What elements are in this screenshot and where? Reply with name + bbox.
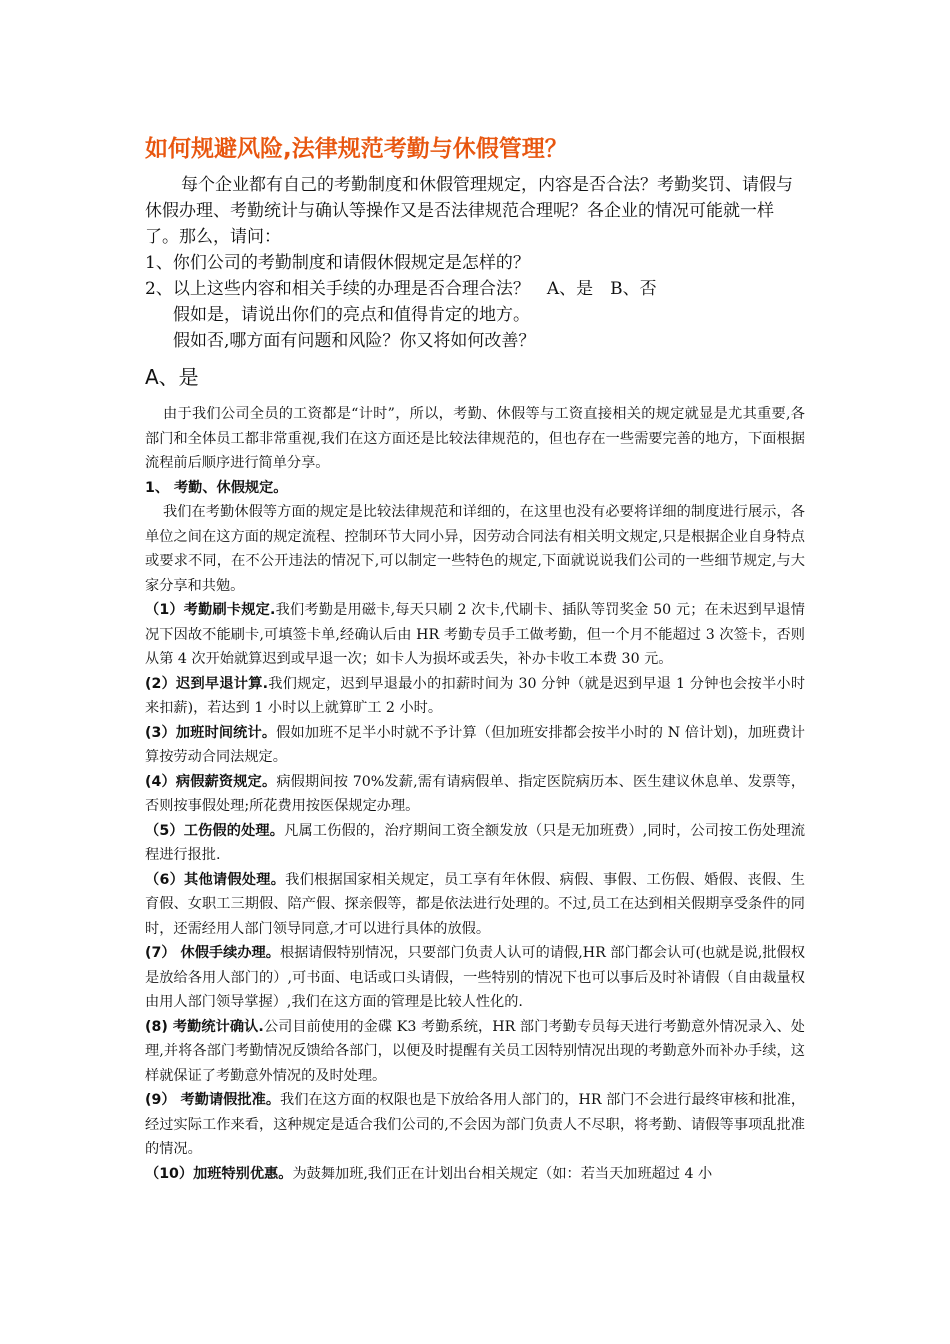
rule-label: （10）加班特别优惠。 (145, 1165, 293, 1182)
rule-text: 我们在这方面的权限也是下放给各用人部门的，HR 部门不会进行最终审核和批准，经过实际工作来看，这种规定是适合我们公司的,不会因为部门负责人不尽职，将考勤、请假等事项乱批准的情况。 (145, 1092, 806, 1157)
rule-label: (7） 休假手续办理。 (145, 945, 280, 961)
intro-section (145, 172, 805, 354)
question-2-yes: 假如是，请说出你们的亮点和值得肯定的地方。 (173, 305, 530, 325)
answer-body (145, 402, 805, 1186)
rule-item-6 (145, 868, 805, 942)
rule-text: 病假期间按 70%发薪,需有请病假单、指定医院病历本、医生建议休息单、发票等，否则按事假处理;所花费用按医保规定办理。 (145, 773, 806, 814)
rule-text: 假如加班不足半小时就不予计算（但加班安排都会按半小时的 N 倍计划)，加班费计算按劳动合同法规定。 (145, 724, 805, 765)
rule-text: 我们考勤是用磁卡,每天只刷 2 次卡,代刷卡、插队等罚奖金 50 元；在未迟到早退情况下因故不能刷卡,可填签卡单,经确认后由 HR 考勤专员手工做考勤，但一个月不能超过 3 次签卡，否则从第 4 次开始就算迟到或早退一次；如卡人为损坏或丢失，补办卡收工本费 30 元。 (145, 602, 805, 667)
answer-heading: A、是 (145, 365, 199, 389)
rule-label: (2）迟到早退计算. (145, 675, 269, 692)
rule-item-3 (145, 721, 805, 770)
rule-label: (9） 考勤请假批准。 (145, 1092, 281, 1108)
answer-paragraph-2: 我们在考勤休假等方面的规定是比较法律规范和详细的，在这里也没有必要将详细的制度进行展示，各单位之间在这方面的规定流程、控制环节大同小异，因劳动合同法有相关明文规定,只是根据企业自身特点或要求不同，在不公开违法的情况下,可以制定一些特色的规定,下面就说说我们公司的一些细节规定,与大家分享和共勉。 (145, 504, 805, 594)
rule-label: （5）工伤假的处理。 (145, 822, 285, 839)
rule-text: 我们规定，迟到早退最小的扣薪时间为 30 分钟（就是迟到早退 1 分钟也会按半小时来扣薪)，若达到 1 小时以上就算旷工 2 小时。 (145, 675, 806, 716)
answer-subheading-1: 1、 考勤、休假规定。 (145, 479, 288, 496)
rule-label: (8) 考勤统计确认. (145, 1018, 264, 1035)
page-title: 如何规避风险,法律规范考勤与休假管理？ (145, 136, 568, 162)
rule-text: 我们根据国家相关规定，员工享有年休假、病假、事假、工伤假、婚假、丧假、生育假、女职工三期假、陪产假、探亲假等，都是依法进行处理的。不过,员工在达到相关假期享受条件的同时，还需经用人部门领导同意,才可以进行具体的放假。 (145, 871, 805, 937)
question-2-no: 假如否,哪方面有问题和风险？你又将如何改善？ (173, 331, 536, 351)
rule-text: 凡属工伤假的，治疗期间工资全额发放（只是无加班费）,同时，公司按工伤处理流程进行报批. (145, 822, 806, 863)
rule-item-10 (145, 1162, 805, 1187)
rule-item-9 (145, 1088, 805, 1162)
answer-paragraph-1: 由于我们公司全员的工资都是“计时”，所以，考勤、休假等与工资直接相关的规定就显是尤其重要,各部门和全体员工都非常重视,我们在这方面还是比较法律规范的，但也存在一些需要完善的地方，下面根据流程前后顺序进行简单分享。 (145, 406, 805, 471)
rule-text: 为鼓舞加班,我们正在计划出台相关规定（如：若当天加班超过 4 小 (292, 1165, 713, 1182)
intro-paragraph: 每个企业都有自己的考勤制度和休假管理规定，内容是否合法？考勤奖罚、请假与休假办理、考勤统计与确认等操作又是否法律规范合理呢？各企业的情况可能就一样了。那么，请问： (145, 175, 793, 247)
rule-item-4 (145, 770, 805, 819)
rule-label: (4）病假薪资规定。 (145, 773, 277, 790)
rule-item-2 (145, 672, 805, 721)
rule-item-5 (145, 819, 805, 868)
rule-item-8 (145, 1015, 805, 1089)
question-2: 2、以上这些内容和相关手续的办理是否合理合法？ A、是 B、否 (145, 279, 657, 299)
rule-item-7 (145, 941, 805, 1015)
rule-text: 根据请假特别情况，只要部门负责人认可的请假,HR 部门都会认可(也就是说,批假权是放给各用人部门的）,可书面、电话或口头请假，一些特别的情况下也可以事后及时补请假（自由裁量权由用人部门领导掌握）,我们在这方面的管理是比较人性化的. (145, 945, 806, 1010)
rule-label: （1）考勤刷卡规定. (145, 602, 276, 618)
document-page (145, 132, 805, 1186)
rule-label: （6）其他请假处理。 (145, 871, 286, 888)
rule-text: 公司目前使用的金碟 K3 考勤系统，HR 部门考勤专员每天进行考勤意外情况录入、处理,并将各部门考勤情况反馈给各部门，以便及时提醒有关员工因特别情况出现的考勤意外而补办手续，这样就保证了考勤意外情况的及时处理。 (145, 1018, 805, 1084)
rule-item-1 (145, 598, 805, 672)
rule-label: (3）加班时间统计。 (145, 724, 277, 741)
question-1: 1、你们公司的考勤制度和请假休假规定是怎样的？ (145, 253, 530, 273)
